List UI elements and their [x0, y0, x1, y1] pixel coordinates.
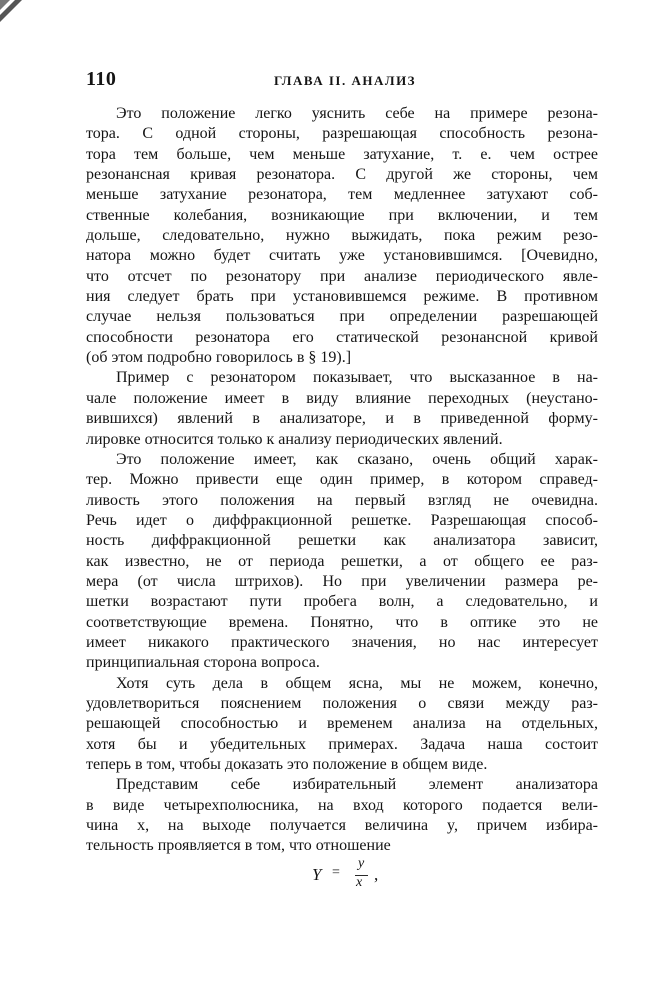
text-line: Речь идет о диффракционной решетке. Разрешающая способ-	[86, 511, 598, 529]
text-line: хотя бы и убедительных примерах. Задача наша состоит	[86, 735, 598, 753]
text-line: резонансная кривая резонатора. С другой же стороны, чем	[86, 166, 598, 184]
text-line: ливость этого положения на первый взгляд не очевидна.	[86, 491, 598, 509]
text-line: в виде четырехполюсника, на вход которого подается вели-	[86, 796, 598, 814]
text-line: тора тем больше, чем меньше затухание, т. е. чем острее	[86, 145, 598, 163]
text-line: соответствующие времена. Понятно, что в оптике это не	[86, 613, 598, 631]
text-line: ность диффракционной решетки как анализатора зависит,	[86, 532, 598, 550]
text-line: решающей способностью и временем анализа на отдельных,	[86, 715, 598, 733]
text-line: Хотя суть дела в общем ясна, мы не можем, конечно,	[116, 674, 598, 692]
text-line: что отсчет по резонатору при анализе периодического явле-	[86, 267, 598, 285]
running-head: ГЛАВА II. АНАЛИЗ	[274, 73, 417, 88]
text-line: чале положение имеет в виду влияние переходных (неустано-	[86, 389, 598, 407]
text-line: как известно, не от периода решетки, а от общего ее раз-	[86, 552, 598, 570]
formula-lhs: Y	[312, 865, 322, 884]
text-line: Это положение легко уяснить себе на примере резона-	[116, 105, 598, 122]
text-line: случае нельзя пользоваться при определении разрешающей	[86, 308, 598, 326]
text-line: чина x, на выходе получается величина y, причем избира-	[86, 817, 598, 835]
page-number: 110	[86, 68, 117, 90]
text-line: вившихся) явлений в анализаторе, и в приведенной форму-	[86, 410, 598, 428]
formula	[300, 856, 420, 906]
text-line: меньше затухание резонатора, тем медленнее затухают соб-	[86, 186, 598, 204]
text-line: способности резонатора его статической резонансной кривой	[86, 328, 598, 346]
text-line: принципиальная сторона вопроса.	[86, 654, 320, 672]
body-text	[86, 104, 598, 857]
formula-denominator: x	[356, 875, 363, 890]
text-line: ния следует брать при установившемся режиме. В противном	[86, 288, 598, 306]
text-line: тора. С одной стороны, разрешающая способность резона-	[86, 125, 598, 143]
text-line: имеет никакого практического значения, но нас интересует	[86, 633, 598, 651]
text-line: дольше, следовательно, нужно выжидать, пока режим резо-	[86, 227, 598, 245]
formula-comma: ,	[374, 865, 379, 884]
text-line: мера (от числа штрихов). Но при увеличении размера ре-	[86, 572, 598, 590]
formula-equals: =	[332, 865, 340, 880]
text-line: ственные колебания, возникающие при включении, и тем	[86, 206, 598, 224]
text-line: натора можно будет считать уже установившимся. [Очевидно,	[86, 247, 598, 265]
corner-ornament-icon	[0, 0, 22, 22]
text-line: тельность проявляется в том, что отношение	[86, 837, 391, 855]
text-line: Это положение имеет, как сказано, очень общий харак-	[116, 450, 598, 468]
text-line: теперь в том, чтобы доказать это положение в общем виде.	[86, 756, 488, 773]
text-line: удовлетвориться пояснением положения о связи между раз-	[86, 694, 598, 712]
text-line: Пример с резонатором показывает, что высказанное в на-	[116, 369, 598, 387]
text-line: тер. Можно привести еще один пример, в котором справед-	[86, 471, 598, 489]
text-line: лировке относится только к анализу периодических явлений.	[86, 430, 503, 448]
text-line: (об этом подробно говорилось в § 19).]	[86, 349, 352, 367]
text-line: шетки возрастают пути пробега волн, а следовательно, и	[86, 593, 598, 611]
page-header	[86, 68, 598, 94]
formula-numerator: y	[358, 856, 365, 871]
text-line: Представим себе избирательный элемент анализатора	[116, 776, 598, 794]
